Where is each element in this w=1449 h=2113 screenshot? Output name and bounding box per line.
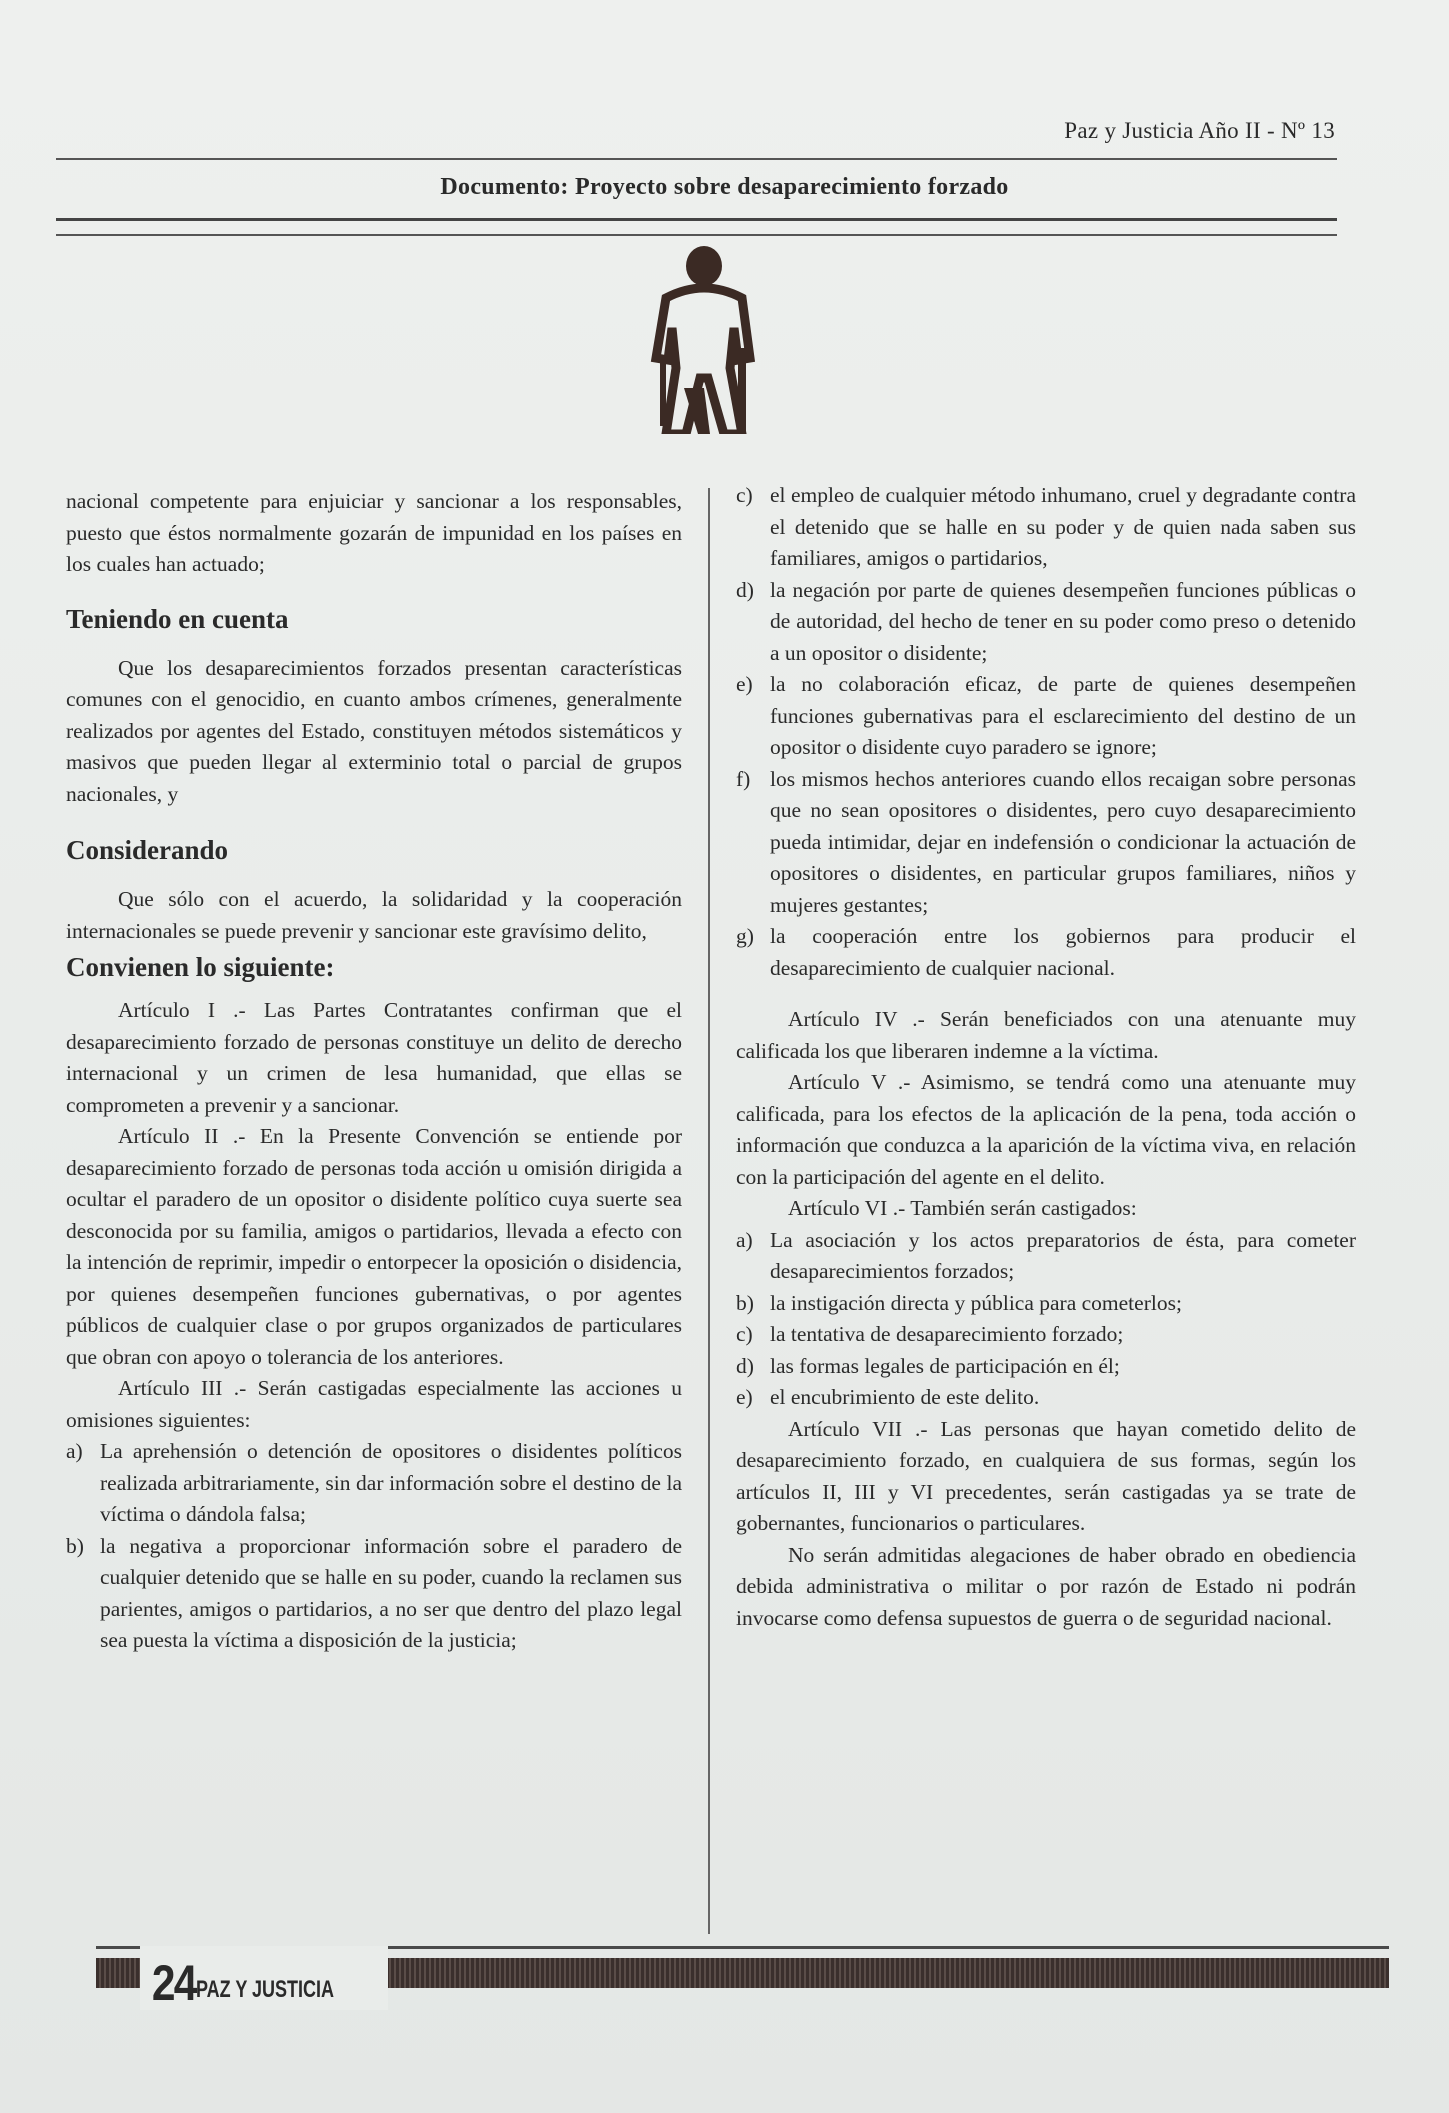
header-rule — [56, 158, 1337, 160]
article-2: Artículo II .- En la Presente Convención se entiende por desaparecimiento forzado de personas toda acción u omisión dirigida a ocultar el paradero de un opositor o disidente político cuya suerte sea desconocida por su familia, amigos o partidarios, llevada a efecto con la intención de reprimir, impedir o entorpecer la oposición o disidencia, por quienes desempeñen funciones gubernativas, o por agentes públicos de cualquier clase o por grupos organizados de particulares que obran con apoyo o tolerancia de los anteriores. — [66, 1124, 682, 1369]
list-label: b) — [66, 1533, 84, 1558]
list-label: a) — [66, 1439, 83, 1463]
list-item — [736, 575, 1356, 670]
list-text: la tentativa de desaparecimiento forzado; — [770, 1322, 1124, 1346]
list-text: el empleo de cualquier método inhumano, cruel y degradante contra el detenido que se halle en su poder y de quien nada saben sus familiares, amigos o partidarios, — [770, 483, 1356, 570]
list-text: la cooperación entre los gobiernos para producir el desaparecimiento de cualquier nacional. — [770, 924, 1356, 980]
article-4: Artículo IV .- Serán beneficiados con una atenuante muy calificada los que liberaren indemne a la víctima. — [736, 1007, 1356, 1063]
list-text: las formas legales de participación en él; — [770, 1353, 1120, 1378]
list-text: La aprehensión o detención de opositores o disidentes políticos realizada arbitrariamente, sin dar información sobre el destino de la víctima o dándola falsa; — [100, 1439, 682, 1526]
list-label: e) — [736, 672, 753, 696]
paragraph: nacional competente para enjuiciar y sancionar a los responsables, puesto que éstos normalmente gozarán de impunidad en los países en los cuales han actuado; — [66, 489, 682, 576]
list-item — [736, 1288, 1356, 1320]
title-rule — [56, 218, 1337, 221]
section-heading: Convienen lo siguiente: — [66, 952, 335, 982]
list-label: a) — [736, 1227, 753, 1252]
page-number: 24 — [151, 1955, 196, 2011]
list-item — [736, 669, 1356, 764]
paragraph: Que los desaparecimientos forzados presentan características comunes con el genocidio, en cuanto ambos crímenes, generalmente realizados por agentes del Estado, constituyen métodos sistemáticos y masivos que pueden llegar al exterminio total o parcial de grupos nacionales, y — [66, 655, 682, 806]
paragraph: Que sólo con el acuerdo, la solidaridad y la cooperación internacionales se puede prevenir y sancionar este gravísimo delito, — [66, 887, 682, 943]
list-text: la negación por parte de quienes desempeñen funciones públicas o de autoridad, del hecho de tener en su poder como preso o detenido a un opositor o disidente; — [770, 577, 1356, 665]
article-5: Artículo V .- Asimismo, se tendrá como una atenuante muy calificada, para los efectos de la aplicación de la pena, toda acción o información que conduzca a la aparición de la víctima viva, en relación con la participación del agente en el delito. — [736, 1070, 1356, 1189]
list-label: f) — [736, 766, 751, 791]
list-item — [66, 1531, 682, 1657]
footer-label — [140, 1946, 388, 2010]
list-label: d) — [736, 577, 754, 602]
list-item — [736, 1225, 1356, 1288]
article-7: Artículo VII .- Las personas que hayan cometido delito de desaparecimiento forzado, en cualquiera de sus formas, según los artículos II, III y VI precedentes, serán castigadas ya se trate de gobernantes, funcionarios o particulares. — [736, 1416, 1356, 1535]
list-item — [736, 1351, 1356, 1383]
title-rule-lower — [56, 234, 1337, 236]
list-label: c) — [736, 483, 753, 507]
list-text: la negativa a proporcionar información sobre el paradero de cualquier detenido que se halle en su poder, cuando la reclamen sus parientes, amigos o partidarios, a no ser que dentro del plazo legal sea puesta la víctima a disposición de la justicia; — [100, 1533, 682, 1652]
issue-header: Paz y Justicia Año II - Nº 13 — [1064, 118, 1335, 143]
list-item — [736, 480, 1356, 575]
article-6: Artículo VI .- También serán castigados: — [788, 1196, 1137, 1220]
figure-logo — [626, 238, 776, 434]
list-text: el encubrimiento de este delito. — [770, 1385, 1040, 1409]
list-label: e) — [736, 1385, 753, 1409]
list-item — [66, 1436, 682, 1531]
section-heading: Considerando — [66, 835, 229, 865]
list-item — [736, 764, 1356, 922]
list-label: c) — [736, 1322, 753, 1346]
list-text: la no colaboración eficaz, de parte de quienes desempeñen funciones gubernativas para el esclarecimiento del destino de un opositor o disidente cuyo paradero se ignore; — [770, 672, 1356, 759]
section-heading: Teniendo en cuenta — [66, 603, 289, 634]
left-column — [66, 486, 682, 1657]
list-text: la instigación directa y pública para cometerlos; — [770, 1290, 1182, 1315]
right-column — [736, 480, 1356, 1634]
magazine-name: PAZ Y JUSTICIA — [195, 1976, 334, 2003]
article-3: Artículo III .- Serán castigadas especialmente las acciones u omisiones siguientes: — [66, 1376, 682, 1432]
list-text: los mismos hechos anteriores cuando ellos recaigan sobre personas que no sean opositores o disidentes, pero cuyo desaparecimiento pueda intimidar, dejar en indefensión o condicionar la actuación de opositores o disidentes, en particular grupos familiares, niños y mujeres gestantes; — [770, 766, 1356, 917]
article-1: Artículo I .- Las Partes Contratantes confirman que el desaparecimiento forzado de personas constituye un delito de derecho internacional y un crimen de lesa humanidad, que ellas se comprometen a prevenir y a sancionar. — [66, 998, 682, 1117]
document-title: Documento: Proyecto sobre desaparecimiento forzado — [440, 174, 1009, 200]
paragraph: No serán admitidas alegaciones de haber obrado en obediencia debida administrativa o militar o por razón de Estado ni podrán invocarse como defensa supuestos de guerra o de seguridad nacional. — [736, 1542, 1356, 1630]
list-label: g) — [736, 924, 754, 948]
list-label: d) — [736, 1353, 754, 1378]
list-item — [736, 921, 1356, 984]
list-text: La asociación y los actos preparatorios de ésta, para cometer desaparecimientos forzados; — [770, 1227, 1356, 1283]
list-label: b) — [736, 1290, 754, 1315]
column-divider — [708, 488, 710, 1934]
list-item — [736, 1382, 1356, 1414]
list-item — [736, 1319, 1356, 1351]
